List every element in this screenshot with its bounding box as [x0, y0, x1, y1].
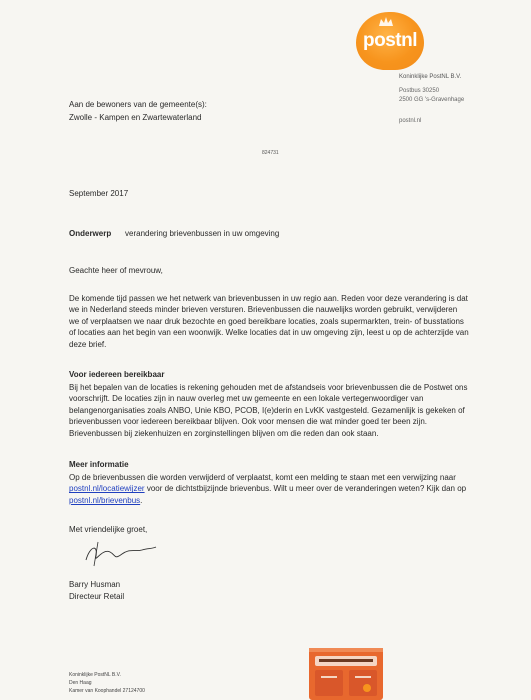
recipient-line1: Aan de bewoners van de gemeente(s): — [69, 100, 207, 109]
closing: Met vriendelijke groet, — [69, 525, 148, 534]
sender-website: postnl.nl — [399, 118, 422, 124]
more-info-text-b: voor de dichtstbijzijnde brievenbus. Wilt u meer over de veranderingen weten? Kijk dan op — [144, 484, 467, 494]
paragraph-intro: De komende tijd passen we het netwerk van brievenbussen in uw regio aan. Reden voor deze verandering is dat we in Nederland steeds minder brieven versturen. Brievenbussen die nauwelijks worden gebruikt, verwijderen we of verplaatsen we naar druk bezochte en goed bereikbare locaties, zoals supermarkten, trein- of busstations of locaties aan het begin van een woonwijk. Welke locaties dat in uw omgeving zijn, leest u op de achterzijde van deze brief. — [69, 294, 469, 349]
more-info-text-a: Op de brievenbussen die worden verwijderd of verplaatst, komt een melding te staan met een verwijzing naar — [69, 473, 456, 482]
paragraph-more-info — [69, 472, 469, 506]
signatory-name: Barry Husman — [69, 580, 121, 589]
crown-icon — [378, 16, 394, 28]
salutation: Geachte heer of mevrouw, — [69, 266, 163, 275]
subject-text: verandering brievenbussen in uw omgeving — [125, 229, 280, 238]
sender-address-line1: Postbus 30250 — [399, 88, 440, 94]
section-heading-more-info: Meer informatie — [69, 460, 129, 469]
recipient-line2: Zwolle - Kampen en Zwartewaterland — [69, 113, 202, 122]
footer-city: Den Haag — [69, 680, 92, 686]
footer-company: Koninklijke PostNL B.V. — [69, 672, 121, 678]
footer-kvk: Kamer van Koophandel 27124700 — [69, 688, 145, 694]
reference-code: 824731 — [262, 150, 279, 156]
handwritten-signature — [80, 538, 160, 570]
mailbox-illustration — [307, 646, 385, 700]
letter-date: September 2017 — [69, 189, 129, 198]
signatory-role: Directeur Retail — [69, 592, 125, 601]
brievenbus-link[interactable]: postnl.nl/brievenbus — [69, 495, 141, 505]
subject-label: Onderwerp — [69, 229, 112, 238]
sender-address-line2: 2500 GG 's-Gravenhage — [399, 97, 465, 103]
more-info-text-c: . — [140, 495, 143, 505]
logo-wordmark: postnl — [363, 30, 417, 51]
sender-name: Koninklijke PostNL B.V. — [399, 74, 462, 80]
section-heading-reachable: Voor iedereen bereikbaar — [69, 370, 165, 379]
paragraph-reachable: Bij het bepalen van de locaties is rekening gehouden met de afstandseis voor brievenbussen die de Postwet ons voorschrijft. De locaties zijn in nauw overleg met uw gemeente en een lokale vertegenwoordiger van belangenorganisaties zoals ANBO, Unie KBO, PCOB, I(e)derin en LvKK vastgesteld. Gezamenlijk is gekeken of brievenbussen voor iedereen bereikbaar blijven. Ook voor mensen die wat minder goed ter been zijn. Brievenbussen bij ziekenhuizen en zorginstellingen blijven om die reden dan ook staan. — [69, 383, 468, 438]
locatiewijzer-link[interactable]: postnl.nl/locatiewijzer — [69, 484, 145, 494]
